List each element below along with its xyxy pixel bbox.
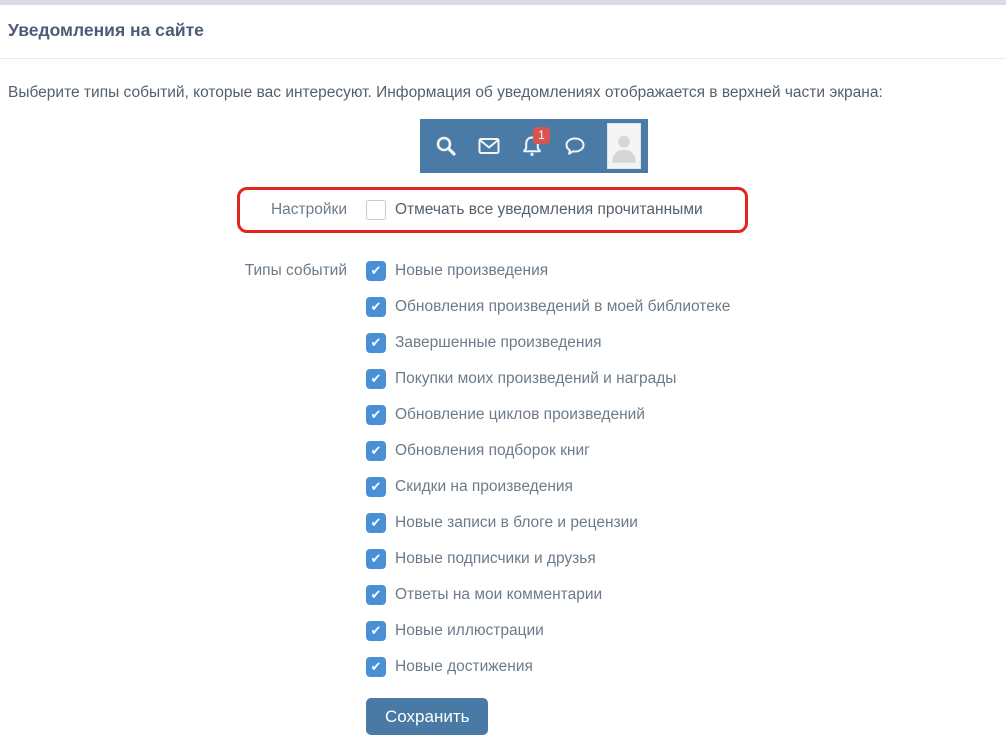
mark-all-read-label[interactable]: Отмечать все уведомления прочитанными	[395, 201, 703, 218]
mark-all-read-checkbox[interactable]	[366, 200, 386, 220]
event-type-checkbox[interactable]: ✔	[366, 297, 386, 317]
event-type-checkbox[interactable]: ✔	[366, 369, 386, 389]
page-title: Уведомления на сайте	[8, 20, 204, 40]
event-type-label[interactable]: Обновления произведений в моей библиотеке	[395, 298, 731, 315]
event-type-checkbox[interactable]: ✔	[366, 549, 386, 569]
event-type-checkbox[interactable]: ✔	[366, 621, 386, 641]
event-type-row	[366, 289, 730, 325]
event-type-checkbox[interactable]: ✔	[366, 585, 386, 605]
save-button[interactable]: Сохранить	[366, 698, 488, 735]
event-type-checkbox[interactable]: ✔	[366, 477, 386, 497]
settings-label: Настройки	[270, 201, 347, 218]
event-type-label[interactable]: Ответы на мои комментарии	[395, 586, 603, 603]
top-strip	[0, 0, 1006, 5]
page-description: Выберите типы событий, которые вас интересуют. Информация об уведомлениях отображается в верхней части экрана:	[8, 84, 883, 101]
event-type-row	[366, 253, 730, 289]
event-type-row	[366, 505, 730, 541]
event-type-label[interactable]: Новые записи в блоге и рецензии	[395, 514, 638, 531]
event-type-label[interactable]: Обновления подборок книг	[395, 442, 590, 459]
chat-icon	[564, 135, 586, 157]
event-type-label[interactable]: Новые иллюстрации	[395, 622, 544, 639]
event-type-checkbox[interactable]: ✔	[366, 261, 386, 281]
settings-highlight-box	[237, 187, 748, 233]
toolbar-preview-image	[420, 119, 648, 173]
event-types-section	[8, 253, 730, 685]
event-type-checkbox[interactable]: ✔	[366, 441, 386, 461]
event-type-row	[366, 541, 730, 577]
event-type-checkbox[interactable]: ✔	[366, 405, 386, 425]
event-types-list	[366, 253, 730, 685]
event-type-checkbox[interactable]: ✔	[366, 657, 386, 677]
event-type-row	[366, 649, 730, 685]
event-type-label[interactable]: Покупки моих произведений и награды	[395, 370, 677, 387]
bell-notification-wrap	[521, 128, 545, 157]
event-type-label[interactable]: Новые достижения	[395, 658, 533, 675]
event-type-row	[366, 469, 730, 505]
event-type-row	[366, 361, 730, 397]
title-divider	[0, 58, 1006, 59]
event-type-row	[366, 397, 730, 433]
event-type-row	[366, 433, 730, 469]
event-type-label[interactable]: Обновление циклов произведений	[395, 406, 645, 423]
notification-count-badge: 1	[533, 127, 550, 144]
event-type-label[interactable]: Новые подписчики и друзья	[395, 550, 596, 567]
search-icon	[435, 135, 457, 157]
event-type-row	[366, 325, 730, 361]
event-type-label[interactable]: Завершенные произведения	[395, 334, 602, 351]
event-type-checkbox[interactable]: ✔	[366, 333, 386, 353]
event-type-checkbox[interactable]: ✔	[366, 513, 386, 533]
mail-icon	[478, 135, 500, 157]
event-type-row	[366, 577, 730, 613]
avatar	[607, 123, 641, 169]
event-type-label[interactable]: Скидки на произведения	[395, 478, 573, 495]
event-type-label[interactable]: Новые произведения	[395, 262, 549, 279]
event-type-row	[366, 613, 730, 649]
event-types-label: Типы событий	[244, 262, 347, 279]
